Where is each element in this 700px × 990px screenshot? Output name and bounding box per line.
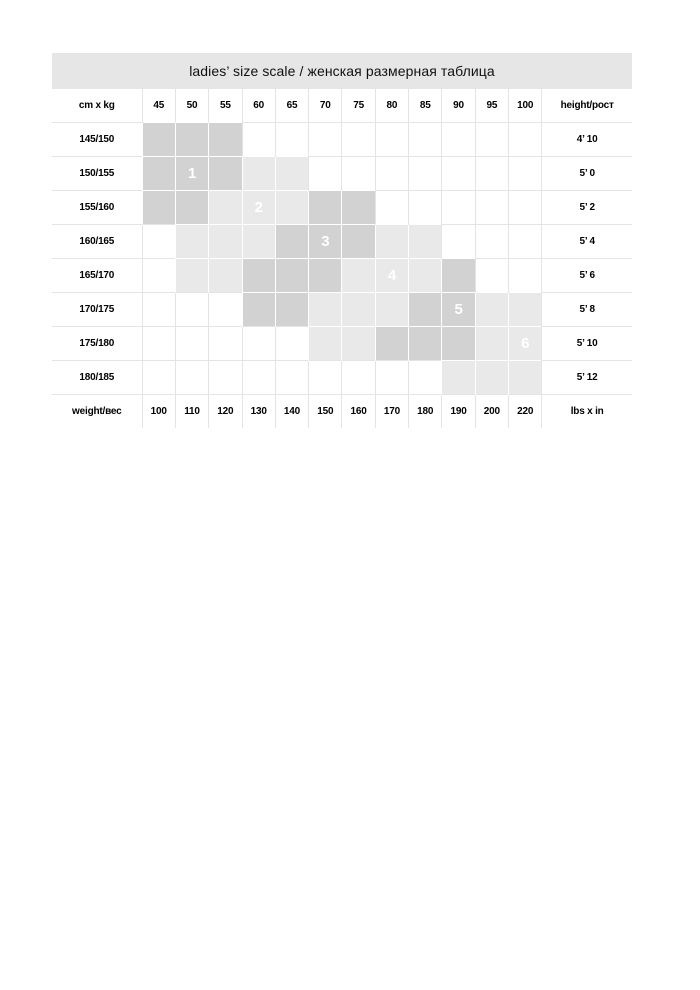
height-cm-label: 150/155	[52, 157, 142, 191]
size-cell	[309, 157, 342, 191]
height-ft-label: 5’ 10	[542, 327, 632, 361]
size-cell	[509, 157, 542, 191]
size-cell	[142, 225, 175, 259]
size-cell	[309, 123, 342, 157]
size-cell	[375, 259, 408, 293]
size-cell	[475, 361, 508, 395]
size-cell	[275, 157, 308, 191]
height-cm-label: 170/175	[52, 293, 142, 327]
height-cm-label: 160/165	[52, 225, 142, 259]
size-number: 6	[521, 335, 530, 352]
size-cell	[342, 157, 375, 191]
height-ft-label: 5’ 8	[542, 293, 632, 327]
size-cell	[375, 225, 408, 259]
footer-weight-lbs: 140	[275, 395, 308, 429]
size-cell	[375, 293, 408, 327]
size-cell	[309, 259, 342, 293]
footer-weight-lbs: 120	[209, 395, 242, 429]
size-cell	[342, 225, 375, 259]
size-cell	[275, 191, 308, 225]
size-cell	[175, 191, 208, 225]
size-cell	[275, 293, 308, 327]
chart-title: ladies’ size scale / женская размерная таблица	[52, 53, 632, 89]
header-weight-kg: 55	[209, 89, 242, 123]
header-corner: cm x kg	[78, 100, 115, 111]
header-weight-kg: 50	[175, 89, 208, 123]
size-cell	[309, 191, 342, 225]
height-cm-label: 180/185	[52, 361, 142, 395]
header-weight-kg: 100	[509, 89, 542, 123]
height-cm-label: 145/150	[52, 123, 142, 157]
size-cell	[275, 327, 308, 361]
header-weight-kg: 65	[275, 89, 308, 123]
footer-weight-lbs: 170	[375, 395, 408, 429]
size-cell	[342, 327, 375, 361]
size-cell	[209, 361, 242, 395]
size-cell	[142, 157, 175, 191]
size-cell	[409, 191, 442, 225]
footer-weight-lbs: 110	[175, 395, 208, 429]
size-cell	[175, 225, 208, 259]
size-cell	[209, 157, 242, 191]
height-ft-label: 5’ 6	[542, 259, 632, 293]
size-cell	[442, 259, 475, 293]
header-row	[52, 89, 632, 123]
size-cell	[409, 293, 442, 327]
footer-weight-lbs: 180	[409, 395, 442, 429]
header-weight-kg: 95	[475, 89, 508, 123]
size-cell	[509, 259, 542, 293]
table-row	[52, 259, 632, 293]
size-cell	[209, 123, 242, 157]
size-number: 2	[254, 199, 263, 216]
header-weight-kg: 45	[142, 89, 175, 123]
height-ft-label: 4’ 10	[542, 123, 632, 157]
size-cell	[442, 361, 475, 395]
footer-weight-lbs: 150	[309, 395, 342, 429]
header-weight-kg: 85	[409, 89, 442, 123]
size-cell	[375, 123, 408, 157]
size-cell	[509, 225, 542, 259]
size-cell	[242, 123, 275, 157]
size-cell	[209, 293, 242, 327]
size-number: 3	[321, 233, 330, 250]
size-cell	[342, 361, 375, 395]
size-cell	[342, 293, 375, 327]
size-cell	[409, 157, 442, 191]
table-row	[52, 191, 632, 225]
footer-weight-lbs: 190	[442, 395, 475, 429]
size-number: 4	[387, 267, 396, 284]
size-cell	[242, 361, 275, 395]
size-cell	[242, 293, 275, 327]
table-row	[52, 327, 632, 361]
size-cell	[142, 361, 175, 395]
size-cell	[175, 259, 208, 293]
table-row	[52, 225, 632, 259]
table-row	[52, 157, 632, 191]
footer-row	[52, 395, 632, 429]
size-table	[52, 89, 632, 428]
size-cell	[175, 361, 208, 395]
size-cell	[442, 123, 475, 157]
size-number: 5	[454, 301, 463, 318]
height-ft-label: 5’ 12	[542, 361, 632, 395]
height-cm-label: 165/170	[52, 259, 142, 293]
size-cell	[409, 327, 442, 361]
size-cell	[342, 259, 375, 293]
size-cell	[442, 293, 475, 327]
size-cell	[242, 259, 275, 293]
size-cell	[375, 361, 408, 395]
size-cell	[142, 123, 175, 157]
size-cell	[509, 361, 542, 395]
footer-weight-lbs: 220	[509, 395, 542, 429]
size-cell	[342, 123, 375, 157]
size-cell	[309, 225, 342, 259]
size-cell	[475, 293, 508, 327]
size-cell	[475, 225, 508, 259]
footer-weight-lbs: 130	[242, 395, 275, 429]
size-cell	[275, 225, 308, 259]
size-cell	[242, 191, 275, 225]
size-cell	[142, 259, 175, 293]
footer-corner: weight/вес	[52, 395, 142, 429]
size-cell	[475, 191, 508, 225]
header-weight-kg: 70	[309, 89, 342, 123]
size-cell	[409, 123, 442, 157]
size-cell	[309, 361, 342, 395]
table-row	[52, 293, 632, 327]
footer-weight-lbs: 200	[475, 395, 508, 429]
size-cell	[242, 327, 275, 361]
size-cell	[142, 191, 175, 225]
height-ft-label: 5’ 0	[542, 157, 632, 191]
size-cell	[209, 225, 242, 259]
size-cell	[509, 123, 542, 157]
size-cell	[409, 361, 442, 395]
size-cell	[375, 191, 408, 225]
size-cell	[275, 123, 308, 157]
size-cell	[309, 293, 342, 327]
size-cell	[242, 157, 275, 191]
size-cell	[142, 293, 175, 327]
size-cell	[309, 327, 342, 361]
size-chart	[52, 53, 632, 428]
size-cell	[375, 157, 408, 191]
size-cell	[475, 157, 508, 191]
header-weight-kg: 60	[242, 89, 275, 123]
size-cell	[442, 327, 475, 361]
size-cell	[275, 361, 308, 395]
size-cell	[409, 259, 442, 293]
size-cell	[175, 123, 208, 157]
footer-weight-lbs: 160	[342, 395, 375, 429]
height-ft-label: 5’ 4	[542, 225, 632, 259]
header-weight-kg: 90	[442, 89, 475, 123]
size-cell	[242, 225, 275, 259]
footer-units-label: lbs x in	[542, 395, 632, 429]
size-number: 1	[187, 165, 197, 182]
size-cell	[509, 327, 542, 361]
size-cell	[409, 225, 442, 259]
height-ft-label: 5’ 2	[542, 191, 632, 225]
size-cell	[342, 191, 375, 225]
size-cell	[475, 259, 508, 293]
height-cm-label: 175/180	[52, 327, 142, 361]
size-cell	[142, 327, 175, 361]
header-height-label: height/рост	[542, 89, 632, 123]
header-weight-kg: 80	[375, 89, 408, 123]
size-cell	[209, 327, 242, 361]
size-cell	[175, 327, 208, 361]
table-row	[52, 123, 632, 157]
size-cell	[442, 225, 475, 259]
size-cell	[175, 293, 208, 327]
height-cm-label: 155/160	[52, 191, 142, 225]
size-cell	[275, 259, 308, 293]
size-cell	[209, 259, 242, 293]
size-cell	[509, 293, 542, 327]
size-cell	[442, 191, 475, 225]
size-cell	[209, 191, 242, 225]
size-cell	[375, 327, 408, 361]
size-cell	[475, 327, 508, 361]
table-row	[52, 361, 632, 395]
size-cell	[475, 123, 508, 157]
header-weight-kg: 75	[342, 89, 375, 123]
size-cell	[175, 157, 208, 191]
size-cell	[442, 157, 475, 191]
footer-weight-lbs: 100	[142, 395, 175, 429]
size-cell	[509, 191, 542, 225]
